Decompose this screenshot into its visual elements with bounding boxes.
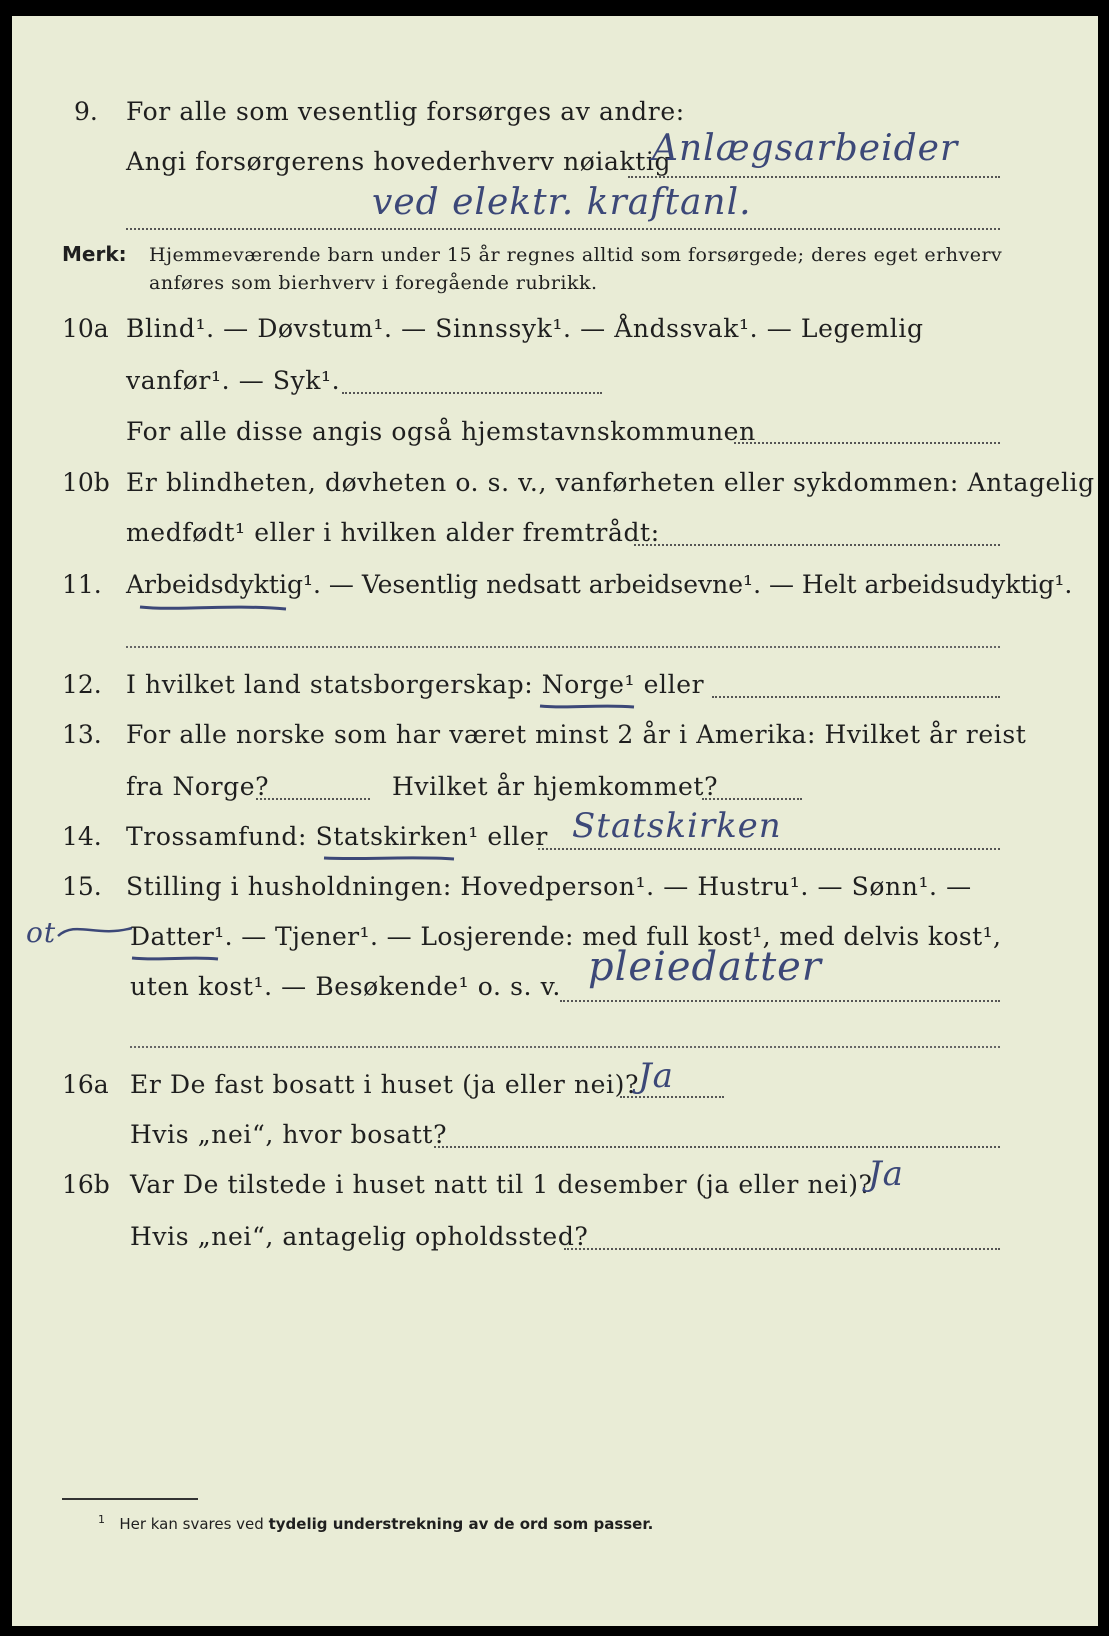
q16a-bosatt-answer-line (434, 1146, 1000, 1148)
q9-number: 9. (74, 97, 98, 126)
q10a-hjemstavn-answer-line (734, 442, 1000, 444)
footnote-rule (62, 1498, 198, 1500)
q16b-opholdssted-answer-line (564, 1248, 1000, 1250)
q15-margin-strike (56, 916, 136, 946)
q10a-line1: Blind¹. — Døvstum¹. — Sinnssyk¹. — Åndssvak¹. — Legemlig (126, 314, 924, 343)
q10b-answer-line (634, 544, 1000, 546)
q11-answer-line (126, 646, 1000, 648)
q9-line2: Angi forsørgerens hovederhverv nøiaktig (126, 147, 672, 176)
q13-number: 13. (62, 720, 102, 749)
footnote-text-plain: Her kan svares ved (119, 1515, 264, 1533)
q14-number: 14. (62, 822, 102, 851)
footnote-mark: 1 (98, 1513, 105, 1526)
q15-line2: Datter¹. — Tjener¹. — Losjerende: med full kost¹, med delvis kost¹, (130, 922, 1002, 951)
q10a-syk-answer-line (342, 392, 602, 394)
q14-answer-line (538, 848, 1000, 850)
q10b-number: 10b (62, 468, 110, 497)
q10a-number: 10a (62, 314, 109, 343)
merk-label: Merk: (62, 242, 127, 266)
q15-line3: uten kost¹. — Besøkende¹ o. s. v. (130, 972, 561, 1001)
q16a-answer-line (620, 1096, 724, 1098)
q15-number: 15. (62, 872, 102, 901)
q9-handwritten-answer1: Anlægsarbeider (652, 128, 959, 169)
q15-margin-note: ot (26, 916, 57, 949)
q13-reist-answer-line (256, 798, 370, 800)
q14-handwritten-underline (322, 852, 458, 864)
census-form-page (12, 16, 1098, 1626)
q12-line1: I hvilket land statsborgerskap: Norge¹ eller (126, 670, 705, 699)
q13-line2-part2: Hvilket år hjemkommet? (392, 772, 719, 801)
q16a-number: 16a (62, 1070, 109, 1099)
q9-handwritten-answer2: ved elektr. kraftanl. (372, 182, 752, 223)
q10a-line3: For alle disse angis også hjemstavnskommunen (126, 417, 756, 446)
q15-handwritten-answer: pleiedatter (588, 944, 822, 990)
q15-extra-line (130, 1046, 1000, 1048)
q14-line1: Trossamfund: Statskirken¹ eller (126, 822, 548, 851)
q15-handwritten-underline (130, 953, 222, 965)
q15-line1: Stilling i husholdningen: Hovedperson¹. — Hustru¹. — Sønn¹. — (126, 872, 972, 901)
q11-line1: Arbeidsdyktig¹. — Vesentlig nedsatt arbeidsevne¹. — Helt arbeidsudyktig¹. (126, 570, 1073, 599)
q13-line2-part1: fra Norge? (126, 772, 270, 801)
q16a-line1: Er De fast bosatt i huset (ja eller nei)? (130, 1070, 639, 1099)
q13-hjemkommet-answer-line (702, 798, 802, 800)
q16b-line2: Hvis „nei“, antagelig opholdssted? (130, 1222, 589, 1251)
footnote-text-bold: tydelig understrekning av de ord som passer. (268, 1515, 654, 1533)
footnote (98, 1513, 653, 1533)
q9-line1: For alle som vesentlig forsørges av andre: (126, 97, 685, 126)
q16a-line2: Hvis „nei“, hvor bosatt? (130, 1120, 448, 1149)
q14-handwritten-answer: Statskirken (572, 806, 782, 846)
q13-line1: For alle norske som har været minst 2 år i Amerika: Hvilket år reist (126, 720, 1027, 749)
q10b-line2: medfødt¹ eller i hvilken alder fremtrådt: (126, 518, 660, 547)
q16b-handwritten-answer: Ja (868, 1154, 904, 1194)
q11-number: 11. (62, 570, 102, 599)
q9-answer-line1 (628, 176, 1000, 178)
q15-answer-line (560, 1000, 1000, 1002)
merk-line2: anføres som bierhverv i foregående rubrikk. (149, 272, 598, 294)
q11-handwritten-underline (138, 601, 288, 615)
q12-answer-line (712, 696, 1000, 698)
q10a-line2: vanfør¹. — Syk¹. (126, 366, 341, 395)
merk-line1: Hjemmeværende barn under 15 år regnes alltid som forsørgede; deres eget erhverv (149, 244, 1003, 266)
q12-number: 12. (62, 670, 102, 699)
q10b-line1: Er blindheten, døvheten o. s. v., vanførheten eller sykdommen: Antagelig (126, 468, 1095, 497)
q12-handwritten-underline (538, 700, 638, 712)
q16a-handwritten-answer: Ja (638, 1056, 674, 1096)
q16b-line1: Var De tilstede i huset natt til 1 desember (ja eller nei)? (130, 1170, 873, 1199)
q16b-number: 16b (62, 1170, 110, 1199)
q9-answer-line2 (126, 228, 1000, 230)
